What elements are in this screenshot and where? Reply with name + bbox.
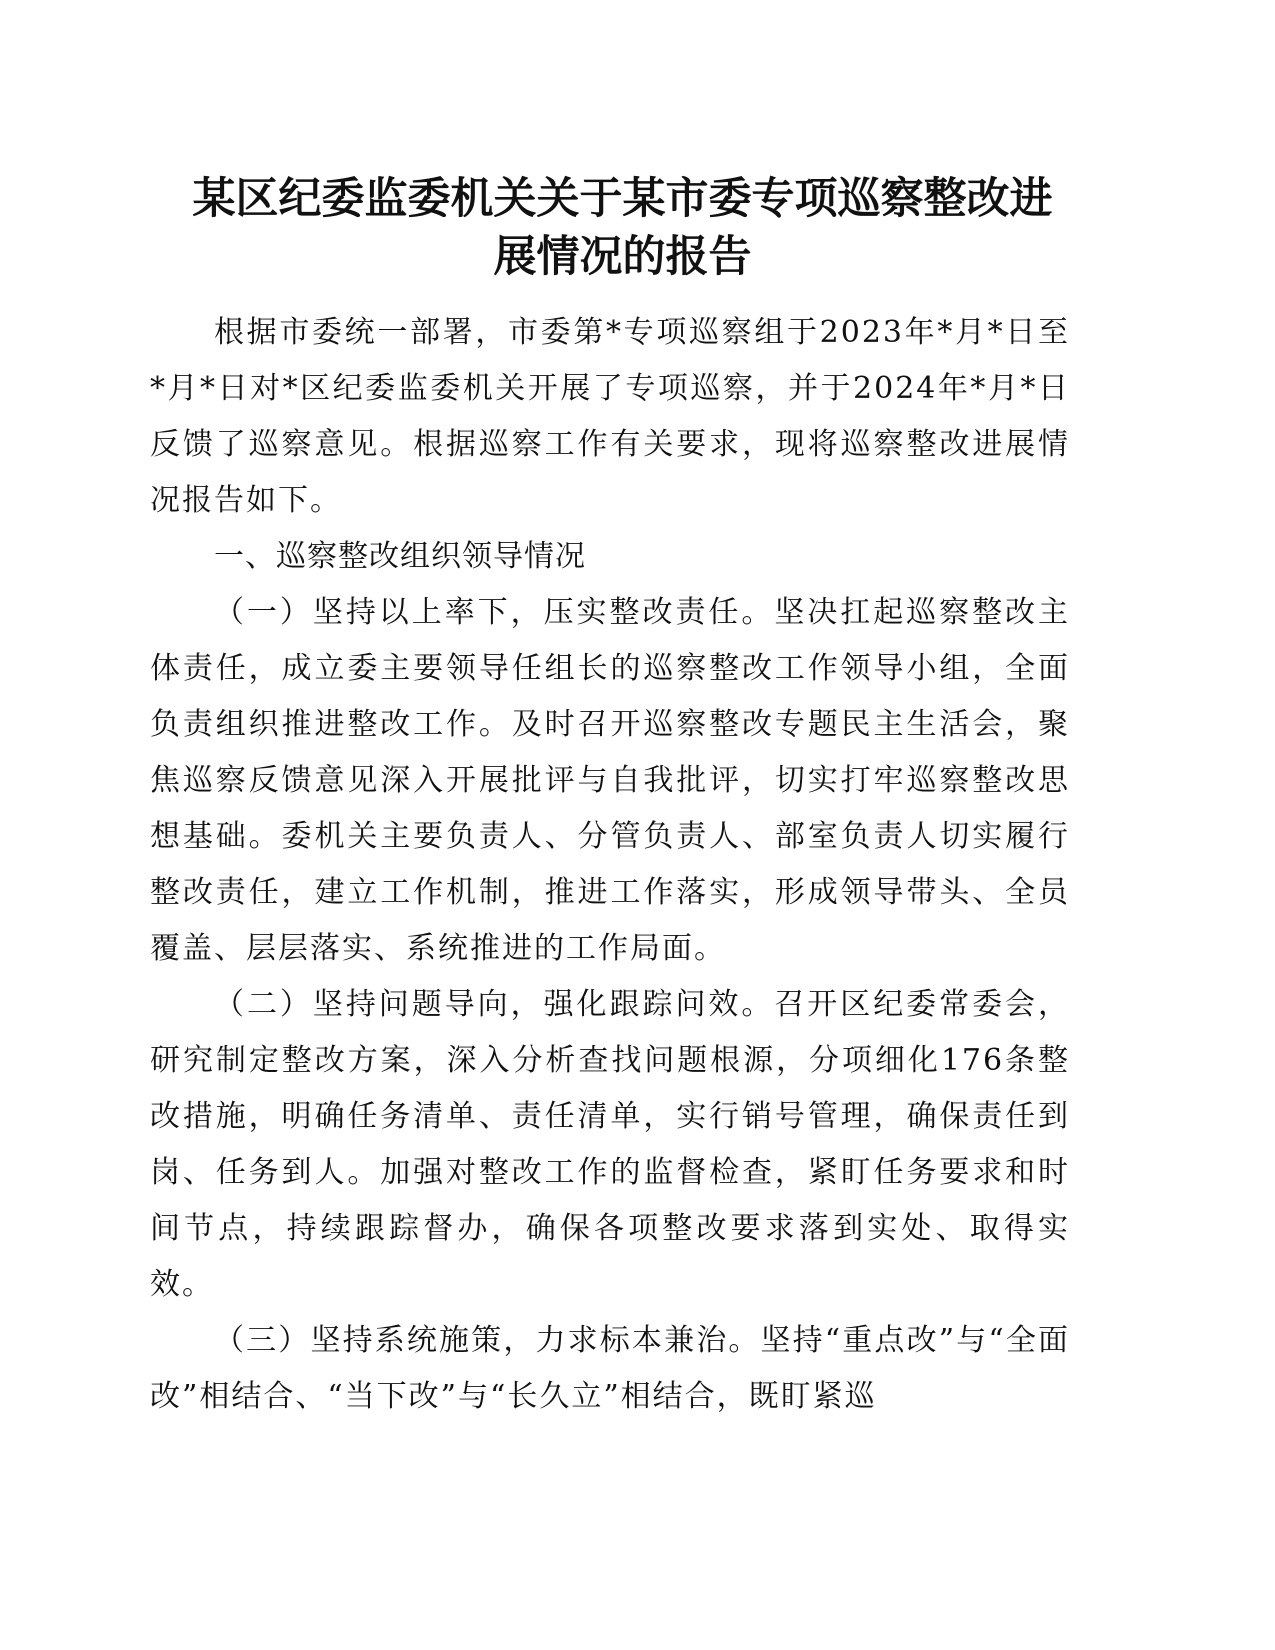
- paragraph-item-2: （二）坚持问题导向，强化跟踪问效。召开区纪委常委会，研究制定整改方案，深入分析查找问题根源，分项细化176条整改措施，明确任务清单、责任清单，实行销号管理，确保责任到岗、任务到人。加强对整改工作的监督检查，紧盯任务要求和时间节点，持续跟踪督办，确保各项整改要求落到实处、取得实效。: [150, 987, 1070, 1302]
- title-line-2: 展情况的报告: [493, 232, 752, 282]
- title-line-1: 某区纪委监委机关关于某市委专项巡察整改进: [192, 174, 1053, 224]
- document-title: [150, 170, 1095, 286]
- document-body: [150, 305, 1070, 1425]
- paragraph-item-3: （三）坚持系统施策，力求标本兼治。坚持“重点改”与“全面改”相结合、“当下改”与“长久立”相结合，既盯紧巡: [150, 1323, 1070, 1414]
- paragraph-item-1: （一）坚持以上率下，压实整改责任。坚决扛起巡察整改主体责任，成立委主要领导任组长的巡察整改工作领导小组，全面负责组织推进整改工作。及时召开巡察整改专题民主生活会，聚焦巡察反馈意见深入开展批评与自我批评，切实打牢巡察整改思想基础。委机关主要负责人、分管负责人、部室负责人切实履行整改责任，建立工作机制，推进工作落实，形成领导带头、全员覆盖、层层落实、系统推进的工作局面。: [150, 595, 1070, 966]
- section-heading-1: 一、巡察整改组织领导情况: [214, 539, 586, 574]
- intro-paragraph: 根据市委统一部署，市委第*专项巡察组于2023年*月*日至*月*日对*区纪委监委机关开展了专项巡察，并于2024年*月*日反馈了巡察意见。根据巡察工作有关要求，现将巡察整改进展情况报告如下。: [150, 315, 1070, 518]
